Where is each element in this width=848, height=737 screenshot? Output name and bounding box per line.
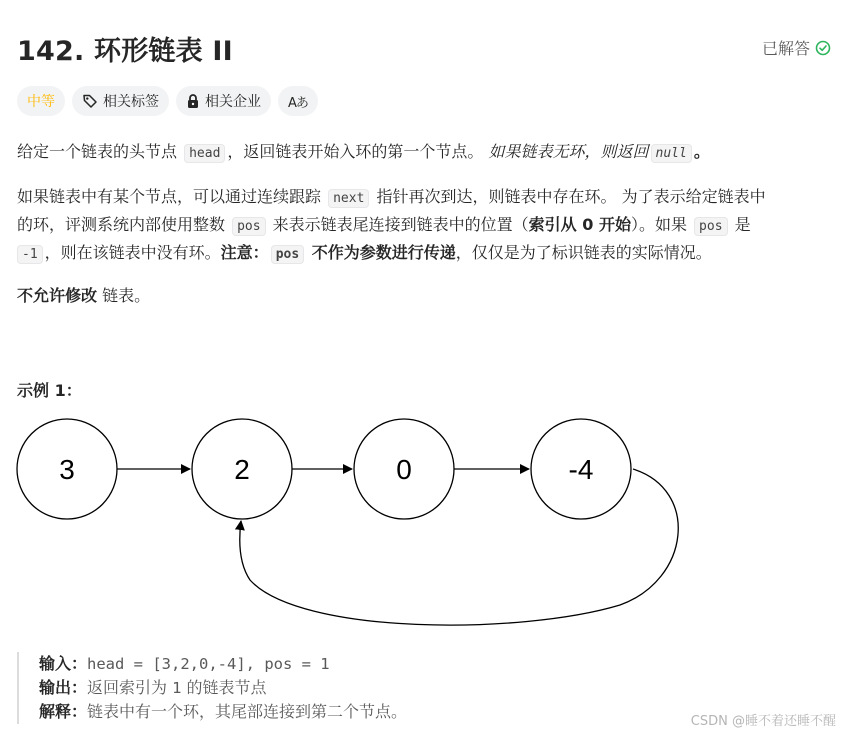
difficulty-label: 中等 <box>27 94 55 110</box>
text: ，仅仅是为了标识链表的实际情况。 <box>455 243 712 262</box>
inline-code-pos: pos <box>271 245 304 264</box>
text: 来表示链表尾连接到链表中的位置（ <box>267 215 529 234</box>
solved-label: 已解答 <box>761 39 810 58</box>
list-node-value: 0 <box>396 454 412 485</box>
list-node-value: -4 <box>568 454 594 485</box>
problem-title: 142. 环形链表 II <box>17 36 233 67</box>
example-explanation-line <box>39 700 407 724</box>
text: 链表。 <box>97 286 151 305</box>
description-paragraph-2 <box>17 184 837 268</box>
text: 的环，评测系统内部使用整数 <box>17 215 231 234</box>
tag-bar <box>17 86 318 116</box>
explanation-value: 链表中有一个环，其尾部连接到第二个节点。 <box>87 702 408 721</box>
bold-text: 不作为参数进行传递 <box>306 243 456 262</box>
output-text: 返回索引为 <box>87 678 173 697</box>
text: ，返回链表开始入环的第一个节点。 <box>227 142 484 161</box>
bold-text: 注意： <box>220 243 269 262</box>
related-companies-label: 相关企业 <box>205 94 261 110</box>
bold-text: 索引从 0 开始 <box>528 215 631 234</box>
bold-text: 不允许修改 <box>17 286 98 305</box>
inline-code-minus-one: -1 <box>17 245 43 264</box>
text: 指针再次到达，则链表中存在环。 为了表示给定链表中 <box>371 187 766 206</box>
explanation-label: 解释： <box>39 702 88 721</box>
text: 是 <box>729 215 751 234</box>
related-companies-button[interactable] <box>176 86 271 116</box>
text: ）。如果 <box>630 215 693 234</box>
lock-icon <box>186 93 200 109</box>
check-circle-icon <box>815 40 831 56</box>
example-title: 示例 1： <box>17 381 82 400</box>
example-io-block <box>17 652 407 724</box>
description-paragraph-3 <box>17 283 150 309</box>
italic-text: 如果链表无环，则返回 <box>488 142 649 161</box>
inline-code-pos: pos <box>694 217 727 236</box>
list-node-value: 3 <box>59 454 75 485</box>
input-label: 输入： <box>39 654 88 673</box>
cycle-arrow <box>240 469 679 625</box>
solved-status <box>762 36 831 59</box>
difficulty-tag[interactable] <box>17 86 65 116</box>
example-input-line <box>39 652 407 676</box>
inline-code-pos: pos <box>232 217 265 236</box>
text: 给定一个链表的头节点 <box>17 142 183 161</box>
text: 如果链表中有某个节点，可以通过连续跟踪 <box>17 187 327 206</box>
inline-code-head: head <box>184 144 225 163</box>
inline-code-null: null <box>651 144 692 163</box>
output-text: 的链表节点 <box>181 678 267 697</box>
list-node-value: 2 <box>234 454 250 485</box>
related-tags-label: 相关标签 <box>103 94 159 110</box>
related-tags-button[interactable] <box>72 86 169 116</box>
output-label: 输出： <box>39 678 88 697</box>
example-output-line <box>39 676 407 700</box>
input-value: head = [3,2,0,-4], pos = 1 <box>87 655 330 673</box>
text: 。 <box>693 142 710 161</box>
translate-icon: Aあ <box>288 95 308 111</box>
output-code: 1 <box>172 679 182 697</box>
watermark: CSDN @睡不着还睡不醒 <box>690 714 836 729</box>
tag-icon <box>82 93 98 109</box>
text: ，则在该链表中没有环。 <box>44 243 221 262</box>
inline-code-next: next <box>328 189 369 208</box>
linked-list-diagram <box>0 410 848 640</box>
font-toggle-button[interactable] <box>278 86 318 116</box>
description-paragraph-1 <box>17 139 710 167</box>
